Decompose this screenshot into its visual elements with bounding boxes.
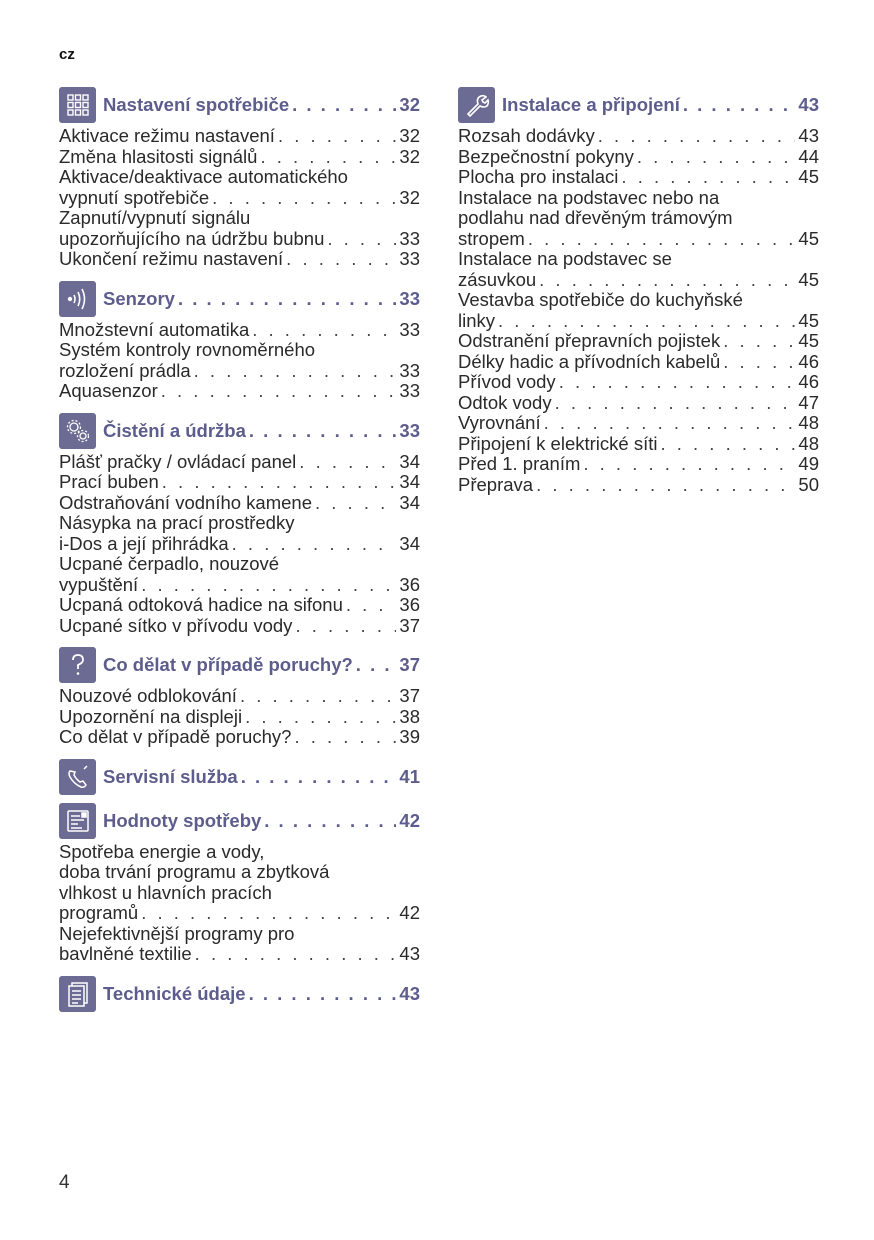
section-heading[interactable] (59, 760, 420, 794)
section-title (103, 654, 420, 676)
entry-page: 46 (798, 350, 819, 372)
dot-leader (212, 188, 396, 209)
dot-leader (249, 983, 397, 1005)
entry-page: 33 (399, 248, 420, 269)
entry-page: 38 (399, 705, 420, 727)
dot-leader (723, 331, 795, 352)
entry-list (59, 686, 420, 748)
entry-text: Plocha pro instalaci (458, 166, 619, 187)
entry-text: Aquasenzor (59, 380, 158, 401)
entry-text: linky (458, 309, 496, 331)
entry-text: Prací buben (59, 471, 159, 492)
dot-leader (195, 944, 397, 965)
sensor-waves-icon (59, 281, 96, 317)
entry-page: 44 (798, 145, 819, 167)
entry-list (59, 126, 420, 270)
toc-entry[interactable] (458, 290, 819, 331)
dot-leader (356, 654, 397, 676)
entry-page: 34 (399, 491, 420, 513)
grid-icon (59, 87, 96, 123)
entry-text: Ucpané čerpadlo, nouzové (59, 553, 280, 574)
entry-page: 46 (798, 371, 819, 392)
dot-leader (583, 454, 795, 475)
entry-text: stropem (458, 227, 525, 249)
toc-entry[interactable] (458, 147, 819, 168)
dot-leader (240, 686, 396, 707)
toc-entry[interactable] (59, 208, 420, 249)
toc-section (59, 414, 420, 637)
entry-page: 42 (399, 902, 420, 923)
toc-entry[interactable] (458, 126, 819, 147)
toc-entry[interactable] (59, 249, 420, 270)
section-page: 37 (399, 654, 420, 675)
entry-page: 43 (399, 943, 420, 964)
toc-section (59, 760, 420, 794)
section-title-text: Čistění a údržba (103, 419, 246, 441)
toc-entry[interactable] (59, 452, 420, 473)
entry-line (59, 727, 420, 748)
entry-line (59, 126, 420, 147)
entry-text: Upozornění na displeji (59, 705, 243, 727)
toc-entry[interactable] (59, 924, 420, 965)
entry-text: Ucpané sítko v přívodu vody (59, 614, 293, 636)
toc-section (59, 977, 420, 1011)
dot-leader (278, 126, 396, 147)
entry-text: Ucpaná odtoková hadice na sifonu (59, 594, 343, 615)
document-icon (59, 976, 96, 1012)
entry-line (458, 331, 819, 352)
toc-section (59, 282, 420, 402)
entry-text: Odstraňování vodního kamene (59, 491, 312, 513)
toc-entry[interactable] (59, 472, 420, 493)
toc-entry[interactable] (59, 126, 420, 147)
entry-line (458, 393, 819, 414)
section-title (502, 94, 819, 116)
entry-page: 48 (798, 412, 819, 433)
entry-text: vypuštění (59, 573, 139, 595)
entry-line (458, 311, 819, 332)
phone-icon (59, 759, 96, 795)
entry-line (59, 686, 420, 707)
entry-text: Bezpečnostní pokyny (458, 145, 634, 167)
entry-line (59, 147, 420, 168)
entry-page: 34 (399, 471, 420, 492)
entry-line (59, 616, 420, 637)
entry-text: Nejefektivnější programy pro (59, 922, 295, 944)
entry-line (458, 126, 819, 147)
entry-text: upozorňujícího na údržbu bubnu (59, 227, 325, 249)
entry-line (59, 944, 420, 965)
entry-page: 39 (399, 726, 420, 747)
toc-section (59, 88, 420, 270)
entry-line (59, 320, 420, 341)
toc-entry[interactable] (59, 167, 420, 208)
entry-line (59, 249, 420, 270)
entry-line (59, 381, 420, 402)
toc-entry[interactable] (59, 842, 420, 924)
entry-line (458, 454, 819, 475)
section-heading[interactable] (59, 804, 420, 838)
dot-leader (544, 413, 796, 434)
dot-leader (295, 616, 396, 637)
dot-leader (232, 534, 397, 555)
entry-text: Množstevní automatika (59, 318, 250, 340)
entry-text: Spotřeba energie a vody, (59, 840, 265, 862)
dot-leader (683, 94, 796, 116)
toc-section (458, 88, 819, 495)
toc-entry[interactable] (59, 727, 420, 748)
toc-entry[interactable] (59, 147, 420, 168)
entry-line (458, 167, 819, 188)
entry-page: 34 (399, 450, 420, 472)
dot-leader (327, 229, 396, 250)
section-heading[interactable] (59, 648, 420, 682)
section-heading[interactable] (458, 88, 819, 122)
entry-list (59, 320, 420, 402)
toc-column-left (59, 88, 420, 1021)
section-page: 41 (399, 765, 420, 787)
language-code: cz (59, 46, 75, 63)
entry-page: 47 (798, 391, 819, 413)
entry-text: bavlněné textilie (59, 943, 192, 964)
dot-leader (315, 493, 396, 514)
entry-page: 36 (399, 573, 420, 595)
gears-icon (59, 413, 96, 449)
section-page: 32 (399, 94, 420, 115)
entry-page: 32 (399, 145, 420, 167)
toc-entry[interactable] (458, 352, 819, 373)
dot-leader (498, 311, 795, 332)
dot-leader (260, 147, 396, 168)
entry-page: 48 (798, 432, 819, 454)
section-page: 43 (399, 982, 420, 1004)
entry-text: Přívod vody (458, 371, 556, 392)
section-title-text: Servisní služba (103, 765, 238, 787)
toc-entry[interactable] (458, 331, 819, 352)
dot-leader (162, 472, 397, 493)
entry-text: vlhkost u hlavních pracích (59, 881, 272, 903)
entry-text: Vestavba spotřebiče do kuchyňské (458, 289, 743, 310)
toc-entry[interactable] (458, 413, 819, 434)
dot-leader (660, 434, 795, 455)
toc-entry[interactable] (59, 554, 420, 595)
entry-page: 45 (798, 166, 819, 187)
entry-text: Rozsah dodávky (458, 125, 595, 146)
toc-entry[interactable] (59, 616, 420, 637)
dot-leader (194, 361, 397, 382)
entry-line (59, 903, 420, 924)
entry-text: Aktivace režimu nastavení (59, 125, 275, 146)
toc-entry[interactable] (458, 249, 819, 290)
section-heading[interactable] (59, 977, 420, 1011)
section-title (103, 983, 420, 1005)
dot-leader (621, 167, 795, 188)
section-title-text: Hodnoty spotřeby (103, 809, 262, 831)
toc-entry[interactable] (458, 434, 819, 455)
dot-leader (559, 372, 796, 393)
section-title-text: Instalace a připojení (502, 94, 680, 115)
section-title (103, 288, 420, 310)
entry-page: 36 (399, 594, 420, 615)
section-page: 43 (798, 94, 819, 115)
toc-entry[interactable] (458, 167, 819, 188)
dot-leader (252, 320, 396, 341)
dot-leader (299, 452, 396, 473)
toc-entry[interactable] (59, 493, 420, 514)
toc-column-right (458, 88, 819, 507)
page-number: 4 (59, 1172, 70, 1193)
section-heading[interactable] (59, 88, 420, 122)
entry-text: Vyrovnání (458, 412, 541, 433)
entry-line (458, 413, 819, 434)
toc-entry[interactable] (458, 454, 819, 475)
toc-entry[interactable] (59, 340, 420, 381)
wrench-icon (458, 87, 495, 123)
dot-leader (637, 147, 796, 168)
entry-text: zásuvkou (458, 268, 537, 290)
entry-text: Před 1. praním (458, 453, 581, 474)
dot-leader (141, 575, 396, 596)
entry-text: Změna hlasitosti signálů (59, 145, 258, 167)
dot-leader (539, 270, 795, 291)
entry-line (59, 229, 420, 250)
dot-leader (598, 126, 796, 147)
entry-line (458, 475, 819, 496)
section-title-text: Nastavení spotřebiče (103, 94, 290, 115)
entry-page: 33 (399, 359, 420, 381)
entry-line (59, 707, 420, 728)
entry-list (59, 842, 420, 965)
question-icon (59, 647, 96, 683)
toc-entry[interactable] (59, 595, 420, 616)
entry-page: 50 (798, 473, 819, 495)
entry-page: 45 (798, 268, 819, 290)
entry-line (458, 229, 819, 250)
toc-entry[interactable] (458, 475, 819, 496)
toc-entry[interactable] (458, 188, 819, 250)
entry-line (59, 493, 420, 514)
entry-page: 49 (798, 453, 819, 474)
dot-leader (286, 249, 396, 270)
entry-line (59, 534, 420, 555)
entry-page: 37 (399, 614, 420, 636)
dot-leader (723, 352, 795, 373)
entry-text: Co dělat v případě poruchy? (59, 726, 292, 747)
dot-leader (346, 595, 397, 616)
section-page: 33 (399, 419, 420, 441)
entry-text: Instalace na podstavec se (458, 248, 672, 269)
dot-leader (528, 229, 796, 250)
toc-section (59, 648, 420, 748)
entry-text: Násypka na prací prostředky (59, 512, 295, 533)
toc-entry[interactable] (59, 513, 420, 554)
entry-text: Aktivace/deaktivace automatického (59, 166, 348, 187)
entry-line (458, 352, 819, 373)
toc-entry[interactable] (59, 686, 420, 707)
section-title-text: Co dělat v případě poruchy? (103, 654, 353, 675)
section-title (103, 766, 420, 788)
entry-text: Délky hadic a přívodních kabelů (458, 350, 721, 372)
entry-page: 32 (399, 125, 420, 146)
entry-text: Přeprava (458, 473, 534, 495)
dot-leader (141, 903, 396, 924)
section-heading[interactable] (59, 414, 420, 448)
dot-leader (241, 766, 397, 788)
entry-line (59, 595, 420, 616)
entry-page: 33 (399, 318, 420, 340)
entry-text: Nouzové odblokování (59, 685, 237, 706)
dot-leader (249, 420, 397, 442)
entry-text: Odstranění přepravních pojistek (458, 330, 721, 351)
toc-entry[interactable] (458, 393, 819, 414)
entry-text: programů (59, 902, 139, 923)
entry-text: Instalace na podstavec nebo na (458, 186, 720, 208)
dot-leader (292, 94, 396, 116)
entry-text: i-Dos a její přihrádka (59, 532, 229, 554)
entry-line (59, 361, 420, 382)
entry-line (59, 452, 420, 473)
entry-page: 45 (798, 227, 819, 249)
section-title (103, 810, 420, 832)
entry-page: 34 (399, 532, 420, 554)
dot-leader (555, 393, 796, 414)
entry-text: Připojení k elektrické síti (458, 432, 658, 454)
entry-line (458, 372, 819, 393)
entry-list (59, 452, 420, 637)
toc-entry[interactable] (59, 381, 420, 402)
dot-leader (294, 727, 396, 748)
dot-leader (245, 707, 396, 728)
toc-entry[interactable] (458, 372, 819, 393)
section-page: 42 (399, 809, 420, 831)
dot-leader (536, 475, 795, 496)
entry-page: 45 (798, 309, 819, 331)
entry-text: rozložení prádla (59, 359, 191, 381)
entry-list (458, 126, 819, 495)
entry-line (59, 472, 420, 493)
section-title (103, 94, 420, 116)
entry-text: Ukončení režimu nastavení (59, 248, 284, 269)
entry-page: 45 (798, 330, 819, 351)
toc-section (59, 804, 420, 965)
entry-line (458, 147, 819, 168)
section-title-text: Technické údaje (103, 982, 246, 1004)
entry-page: 37 (399, 685, 420, 706)
entry-line (458, 270, 819, 291)
consumption-list-icon (59, 803, 96, 839)
entry-text: podlahu nad dřevěným trámovým (458, 207, 733, 228)
entry-line (59, 188, 420, 209)
section-heading[interactable] (59, 282, 420, 316)
section-page: 33 (399, 287, 420, 309)
entry-text: vypnutí spotřebiče (59, 186, 210, 208)
entry-page: 33 (399, 380, 420, 401)
entry-text: doba trvání programu a zbytková (59, 861, 330, 882)
entry-text: Odtok vody (458, 391, 552, 413)
entry-line (59, 575, 420, 596)
entry-text: Zapnutí/vypnutí signálu (59, 207, 251, 228)
entry-text: Systém kontroly rovnoměrného (59, 339, 316, 360)
entry-page: 33 (399, 227, 420, 249)
dot-leader (161, 381, 397, 402)
entry-text: Plášť pračky / ovládací panel (59, 450, 297, 472)
dot-leader (178, 288, 396, 310)
section-title (103, 420, 420, 442)
entry-page: 32 (399, 186, 420, 208)
dot-leader (264, 810, 396, 832)
entry-line (458, 434, 819, 455)
toc-entry[interactable] (59, 320, 420, 341)
entry-page: 43 (798, 125, 819, 146)
toc-entry[interactable] (59, 707, 420, 728)
section-title-text: Senzory (103, 287, 175, 309)
